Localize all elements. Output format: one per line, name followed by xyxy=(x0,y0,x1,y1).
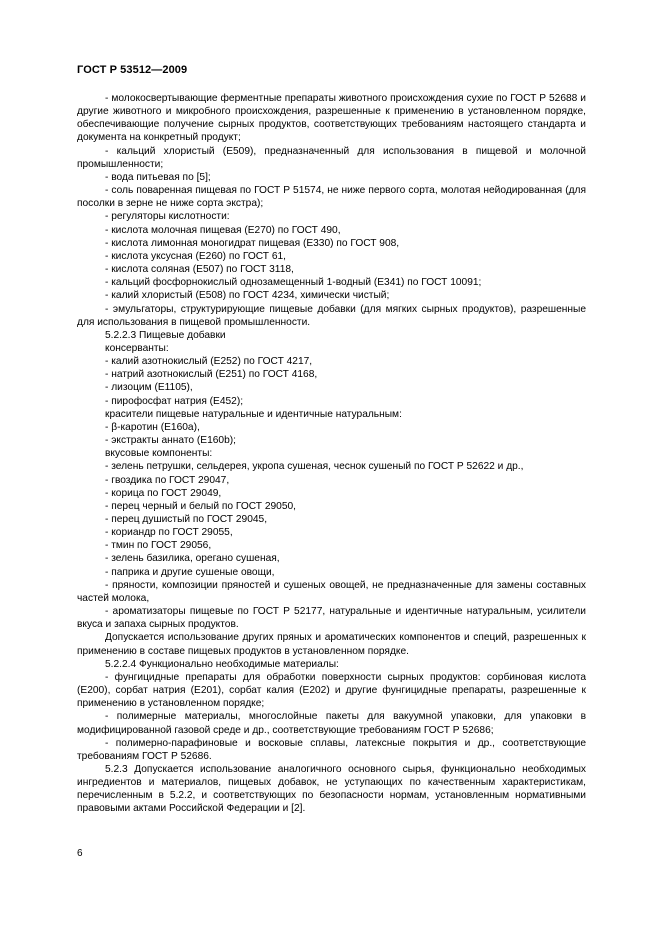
paragraph: - лизоцим (Е1105), xyxy=(105,382,193,394)
paragraph: - кальций фосфорнокислый однозамещенный 1-водный (Е341) по ГОСТ 10091; xyxy=(105,277,482,289)
paragraph: - соль поваренная пищевая по ГОСТ Р 51574, не ниже первого сорта, молотая нейодированная (для посолки в зерне не ниже сорта экстра); xyxy=(77,185,586,210)
paragraph: - зелень петрушки, сельдерея, укропа сушеная, чеснок сушеный по ГОСТ Р 52622 и др., xyxy=(105,461,524,473)
paragraph: - пирофосфат натрия (Е452); xyxy=(105,395,244,407)
paragraph: - вода питьевая по [5]; xyxy=(105,171,211,183)
paragraph: - кислота молочная пищевая (Е270) по ГОСТ 490, xyxy=(105,224,341,236)
paragraph: - ароматизаторы пищевые по ГОСТ Р 52177, натуральные и идентичные натуральным, усилители вкуса и запаха сырных продуктов. xyxy=(77,606,586,631)
paragraph: - эмульгаторы, структурирующие пищевые добавки (для мягких сырных продуктов), разрешенные для использования в пищевой промышленности. xyxy=(77,303,586,328)
paragraph: - кориандр по ГОСТ 29055, xyxy=(105,527,233,539)
paragraph: - тмин по ГОСТ 29056, xyxy=(105,540,212,552)
paragraph: 5.2.3 Допускается использование аналогичного основного сырья, функционально необходимых ингредиентов и материалов, пищевых добавок, не уступающих по качественным характеристикам, перечисленным в 5.2.2, и соответствующих по безопасности нормам, установленным нормативными правовыми актами Российской Федерации и [2]. xyxy=(77,763,586,815)
document-header: ГОСТ Р 53512—2009 xyxy=(77,64,188,76)
paragraph: вкусовые компоненты: xyxy=(105,448,213,460)
paragraph: - кислота соляная (Е507) по ГОСТ 3118, xyxy=(105,264,294,276)
paragraph: - β-каротин (Е160а), xyxy=(105,421,200,433)
paragraph: - пряности, композиции пряностей и сушеных овощей, не предназначенные для замены составных частей молока, xyxy=(77,579,586,604)
paragraph: - регуляторы кислотности: xyxy=(105,211,230,223)
document-body xyxy=(77,92,586,816)
paragraph: 5.2.2.4 Функционально необходимые материалы: xyxy=(105,658,339,670)
paragraph: - экстракты аннато (Е160b); xyxy=(105,435,236,447)
paragraph: - кальций хлористый (Е509), предназначенный для использования в пищевой и молочной промышленности; xyxy=(77,145,586,170)
paragraph: - кислота лимонная моногидрат пищевая (Е330) по ГОСТ 908, xyxy=(105,237,400,249)
paragraph: - гвоздика по ГОСТ 29047, xyxy=(105,474,230,486)
paragraph: - калий азотнокислый (Е252) по ГОСТ 4217, xyxy=(105,356,313,368)
paragraph: - калий хлористый (Е508) по ГОСТ 4234, химически чистый; xyxy=(105,290,390,302)
paragraph: - молокосвертывающие ферментные препараты животного происхождения сухие по ГОСТ Р 52688 и другие животного и микробного происхождения, разрешенные к применению в установленном порядке, обеспечивающие получение сырных продуктов, соответствующих требованиям настоящего стандарта и документа на конкретный продукт; xyxy=(77,93,586,144)
paragraph: красители пищевые натуральные и идентичные натуральным: xyxy=(105,408,402,420)
paragraph: - зелень базилика, орегано сушеная, xyxy=(105,553,280,565)
page-number: 6 xyxy=(77,848,83,859)
paragraph: - корица по ГОСТ 29049, xyxy=(105,487,222,499)
paragraph: - полимерно-парафиновые и восковые сплавы, латексные покрытия и др., соответствующие требованиям ГОСТ Р 52686. xyxy=(77,737,586,762)
paragraph: - паприка и другие сушеные овощи, xyxy=(105,566,275,578)
paragraph: - натрий азотнокислый (Е251) по ГОСТ 4168, xyxy=(105,369,318,381)
paragraph: - перец душистый по ГОСТ 29045, xyxy=(105,514,268,525)
paragraph: Допускается использование других пряных и ароматических компонентов и специй, разрешенных к применению в составе пищевых продуктов в установленном порядке. xyxy=(77,632,586,657)
paragraph: - полимерные материалы, многослойные пакеты для вакуумной упаковки, для упаковки в модифицированной газовой среде и др., соответствующие требованиям ГОСТ Р 52686; xyxy=(77,711,586,736)
paragraph: 5.2.2.3 Пищевые добавки xyxy=(105,329,226,341)
paragraph: - перец черный и белый по ГОСТ 29050, xyxy=(105,500,296,512)
paragraph: - кислота уксусная (Е260) по ГОСТ 61, xyxy=(105,250,287,262)
paragraph: - фунгицидные препараты для обработки поверхности сырных продуктов: сорбиновая кислота (Е200), сорбат натрия (Е201), сорбат калия (Е202) и другие фунгицидные препараты, разрешенные к применению в установленном порядке; xyxy=(77,671,586,710)
paragraph: консерванты: xyxy=(105,342,169,354)
